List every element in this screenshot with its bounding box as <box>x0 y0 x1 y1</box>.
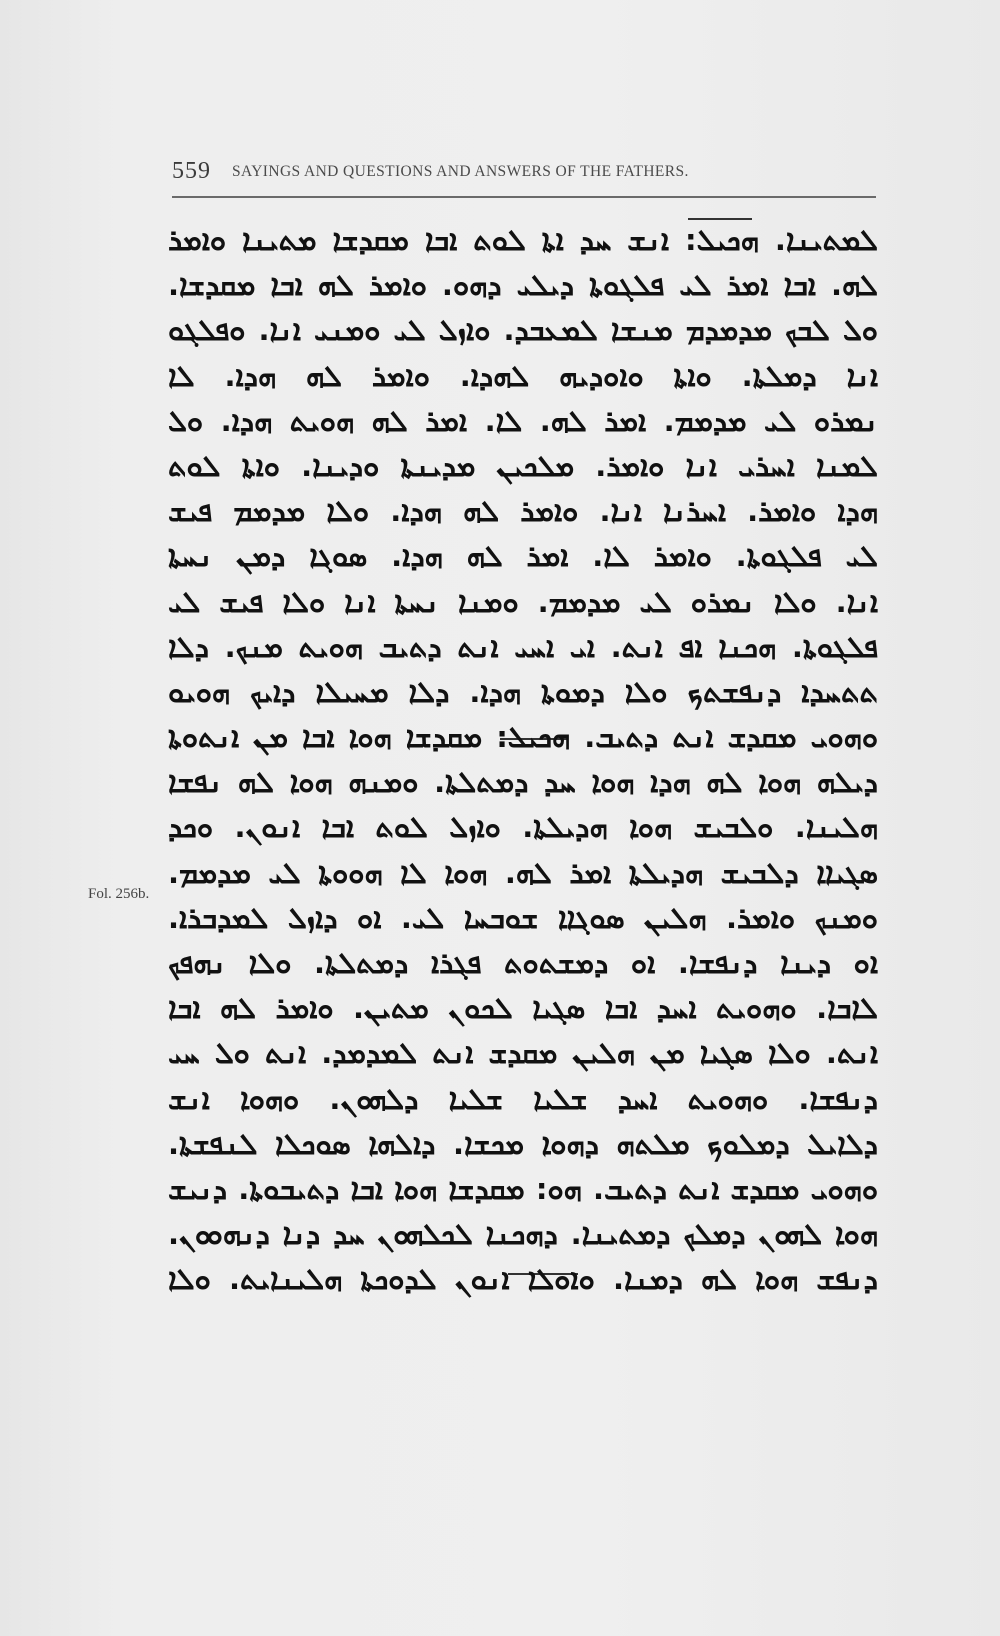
folio-margin-note: Fol. 256b. <box>88 886 150 902</box>
text-line: ܐܢܬ. ܘܠܐ ܣܓܝܐ ܡܢ ܗܠܝܢ ܡܩܕܫ ܐܢܬ ܠܡܕܡܕ. ܐܢܬ ܘܠ ܚܝ <box>168 1036 878 1071</box>
text-line: ܢܡܪܘ ܠܝ ܡܕܡܡ. ܐܡܪ ܠܗ. ܠܐ. ܐܡܪ ܠܗ ܗܘܝܬ ܗܕܐ. ܘܠ <box>168 403 878 438</box>
text-line: ܐܢܐ. ܘܠܐ ܢܡܪܘ ܠܝ ܡܕܡܡ. ܘܡܢܐ ܢܚܬܐ ܐܢܐ ܘܠܐ ܦܝܫ ܠܝ <box>168 584 878 619</box>
page-header <box>172 150 872 198</box>
text-line: ܦܠܓܘܬܐ. ܗܟܢܐ ܐܦ ܐܢܬ. ܐܝ ܐܚܝ ܐܢܬ ܕܬܝܒ ܗܘܝܬ ܡܢܟ. ܕܠܐ <box>168 629 878 664</box>
text-line: ܗܘܐ ܠܗܘܢ ܕܡܠܟ ܕܡܬܝܢܐ. ܕܗܟܢܐ ܠܟܠܗܘܢ ܚܕ ܕܢܐ ܕܢܗܘܘܢ. <box>168 1217 878 1252</box>
text-line: ܘܗܘܝ ܡܩܕܫ ܐܢܬ ܕܬܝܒ. ܗܟܝܠ: ܡܩܕܫܐ ܗܘܐ ܐܒܐ ܡܢ ܐܢܬܘܬܐ <box>168 720 878 755</box>
text-line: ܠܗ. ܐܒܐ ܐܡܪ ܠܝ ܦܠܓܘܬܐ ܕܝܠܝ ܕܗܘ. ܘܐܡܪ ܠܗ ܐܒܐ ܡܩܕܫܐ. <box>168 268 878 303</box>
text-line: ܠܐܒܐ. ܘܗܘܝܬ ܐܚܕ ܐܒܐ ܣܓܝܐ ܠܟܘܢ ܡܬܝܢ. ܘܐܡܪ ܠܗ ܐܒܐ <box>168 991 878 1026</box>
text-line: ܘܗܘܝ ܡܩܕܫ ܐܢܬ ܕܬܝܒ. ܗܘ: ܡܩܕܫܐ ܗܘܐ ܐܒܐ ܕܬܝܒܘܬܐ. ܕܢܝܫ <box>168 1171 878 1206</box>
text-line: ܬܬܚܕܐ ܕܢܦܫܬܟ ܘܠܐ ܕܡܘܬܐ ܗܕܐ. ܕܠܐ ܡܚܝܠܐ ܕܐܝܟ ܗܘܝܘ <box>168 674 878 709</box>
text-line: ܗܠܝܢܐ. ܘܠܒܝܫ ܗܘܐ ܗܕܝܠܬܐ. ܘܐܙܠ ܠܘܬ ܐܒܐ ܐܢܘܢ. ܘܟܕ <box>168 810 878 845</box>
text-line: ܕܠܐܝܠ ܕܡܠܘܟ ܡܠܬܗ ܕܗܘܐ ܡܟܫܐ. ܕܐܠܗܐ ܣܘܟܠܐ ܠܢܦܫܬܐ. <box>168 1126 878 1161</box>
page-number: 559 <box>172 158 211 184</box>
text-line: ܠܡܢܐ ܐܚܪܝ ܐܢܐ ܘܐܡܪ. ܡܠܟܝܢ ܡܕܝܢܬܐ ܘܕܝܢܐ. ܘܐܬܐ ܠܘܬ <box>168 448 878 483</box>
text-line: ܘܡܢܟ ܘܐܡܪ. ܗܠܝܢ ܣܘܓܐܐ ܫܘܒܚܐ ܠܝ. ܐܘ ܕܐܙܠ ܠܡܕܒܪܐ. <box>168 900 878 935</box>
text-line: ܕܢܦܫܐ. ܘܗܘܝܬ ܐܚܕ ܫܠܝܐ ܫܠܝܐ ܕܠܗܘܢ. ܘܗܘܐ ܐܢܫ <box>168 1081 878 1116</box>
text-line: ܐܘ ܕܝܢܐ ܕܢܦܫܐ. ܐܘ ܕܡܫܬܘܬ ܦܓܪܐ ܕܡܬܠܬܐ. ܘܠܐ ܢܗܦܟ <box>168 946 878 980</box>
text-line: ܠܝ ܦܠܓܘܬܐ. ܘܐܡܪ ܠܐ. ܐܡܪ ܠܗ ܗܕܐ. ܣܘܓܐ ܕܡܢ ܢܚܬܐ <box>168 539 878 574</box>
text-line: ܕܢܦܫ ܗܘܐ ܠܗ ܕܡܢܐ. ܘܐܘܠܐ ܐܢܘܢ ܠܕܘܟܬܐ ܗܠܝܢܐܝܬ. ܘܠܐ <box>168 1262 878 1297</box>
text-line: ܕܝܠܗ ܗܘܐ ܠܗ ܗܕܐ ܗܘܐ ܚܕ ܕܡܬܠܬܐ. ܘܡܢܗ ܗܘܐ ܠܗ ܢܦܫܐ <box>168 765 878 800</box>
text-line: ܣܓܝܐܐ ܕܠܒܝܫ ܗܕܝܠܬܐ ܐܡܪ ܠܗ. ܗܘܐ ܠܐ ܗܘܘܬܐ ܠܝ ܡܕܡܡ. <box>168 855 878 890</box>
text-line: ܠܡܬܝܢܐ. ܗܟܝܠ: ܐܢܫ ܚܕ ܐܬܐ ܠܘܬ ܐܒܐ ܡܩܕܫܐ ܡܬܝܢܐ ܘܐܡܪ <box>168 223 878 257</box>
text-line: ܗܕܐ ܘܐܡܪ. ܐܚܪܢܐ ܐܢܐ. ܘܐܡܪ ܠܗ ܗܕܐ. ܘܠܐ ܡܕܡܡ ܦܝܫ <box>168 494 878 529</box>
syriac-text-block <box>168 218 878 1303</box>
text-line: ܘܠ ܠܒܟ ܡܕܡܕܡ ܡܢܫܐ ܠܡܥܒܕ. ܘܐܙܠ ܠܝ ܘܡܢܝ ܐܢܐ. ܘܦܠܓܘ <box>168 313 878 348</box>
text-line: ܐܢܐ ܕܡܠܬܐ. ܘܐܬܐ ܘܐܘܕܝܗ ܠܗܕܐ. ܘܐܡܪ ܠܗ ܗܕܐ. ܠܐ <box>168 358 878 393</box>
header-rule <box>172 196 876 198</box>
running-title: SAYINGS AND QUESTIONS AND ANSWERS OF THE FATHERS. <box>232 163 689 180</box>
